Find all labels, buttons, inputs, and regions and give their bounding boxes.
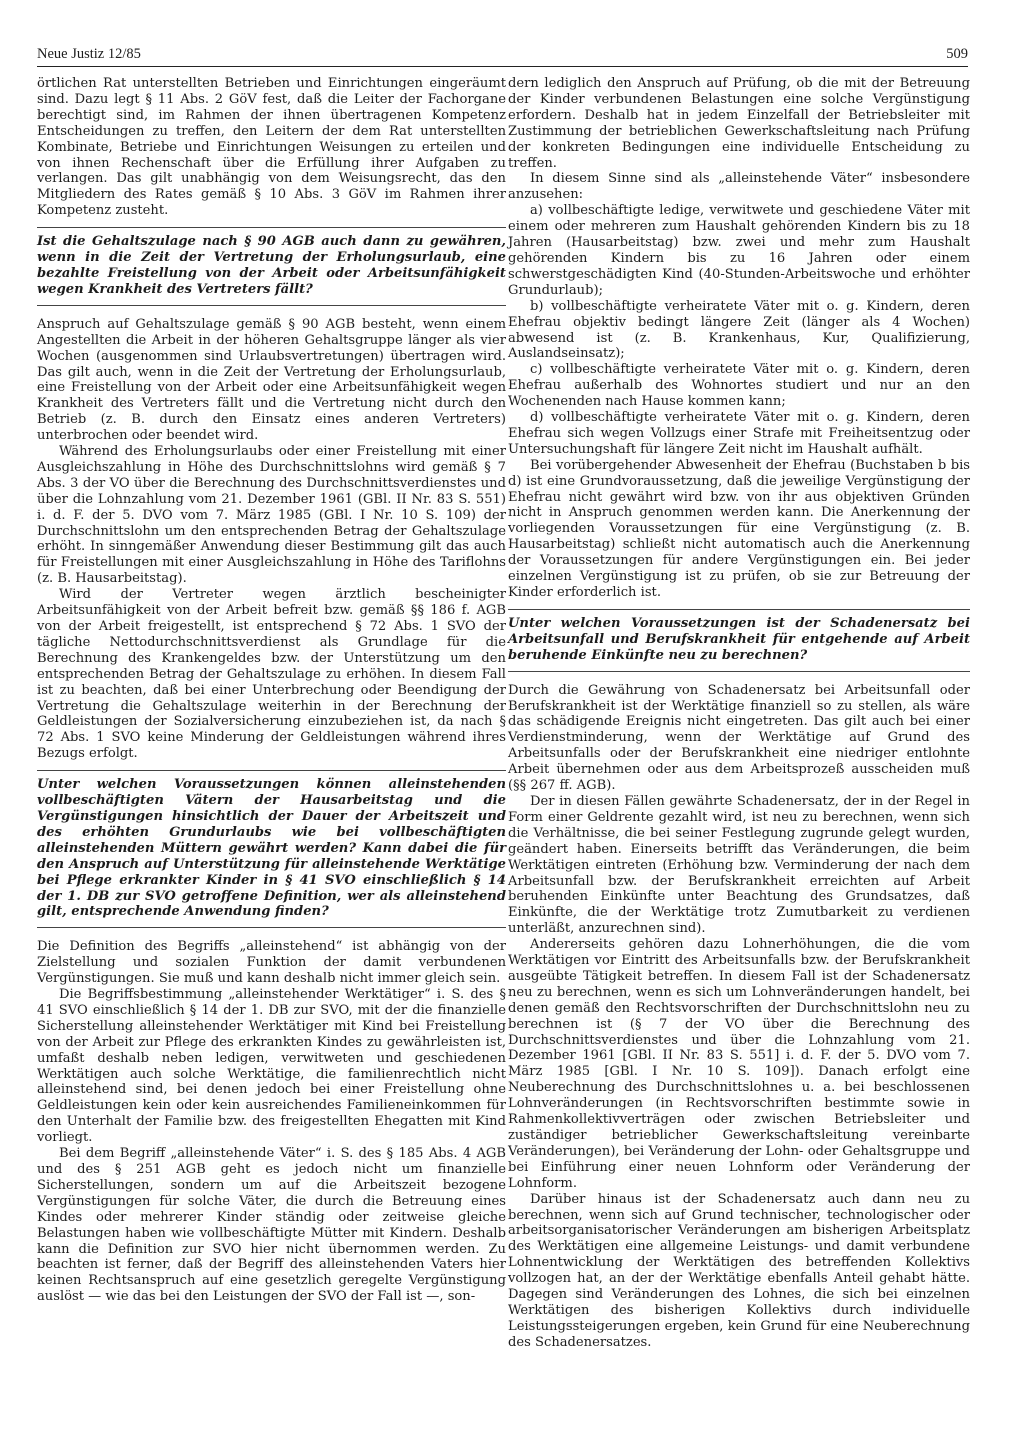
question-text: Unter welchen Voraussetzungen ist der Schadenersatz bei Arbeitsunfall und Berufskrankheit für entgehende auf Arbeit beruhende Einkünfte neu zu berechnen? <box>508 615 970 663</box>
paragraph: In diesem Sinne sind als „alleinstehende Väter“ insbesondere anzusehen: <box>508 171 970 203</box>
left-column <box>37 76 506 1305</box>
list-item-c: c) vollbeschäftigte verheiratete Väter mit o. g. Kindern, deren Ehefrau außerhalb des Wohnortes studiert und nur an den Wochenenden nach Hause kommen kann; <box>508 362 970 410</box>
list-item-a: a) vollbeschäftigte ledige, verwitwete und geschiedene Väter mit einem oder mehreren zum Haushalt gehörenden Kindern bis zu 18 Jahren (Hausarbeitstag) bzw. zwei und mehr zum Haushalt gehörenden Kindern bis zu 16 Jahren oder einem schwerstgeschädigten Kind (40-Stunden-Arbeitswoche und erhöhter Grundurlaub); <box>508 203 970 298</box>
paragraph: Darüber hinaus ist der Schadenersatz auch dann neu zu berechnen, wenn sich auf Grund technischer, technologischer oder arbeitsorganisatorischer Veränderungen am bisherigen Arbeitsplatz des Werktätigen eine allgemeine Leistungs- und damit verbundene Lohnentwicklung der Werktätigen des betreffenden Kollektivs vollzogen hat, an der der Werktätige ebenfalls Anteil gehabt hätte. Dagegen sind Veränderungen des Lohnes, die sich bei einzelnen Werktätigen des bisherigen Kollektivs durch individuelle Leistungssteigerungen ergeben, kein Grund für eine Neuberechnung des Schadenersatzes. <box>508 1191 970 1350</box>
page-number: 509 <box>946 46 968 62</box>
journal-title: Neue Justiz 12/85 <box>37 46 141 62</box>
list-item-b: b) vollbeschäftigte verheiratete Väter mit o. g. Kindern, deren Ehefrau objektiv bedingt längere Zeit (länger als 4 Wochen) abwesend ist (z. B. Krankenhaus, Kur, Qualifizierung, Auslandseinsatz); <box>508 298 970 362</box>
question-box <box>508 609 970 672</box>
question-box <box>37 770 506 928</box>
paragraph: Bei vorübergehender Abwesenheit der Ehefrau (Buchstaben b bis d) ist eine Grundvoraussetzung, daß die jeweilige Vergünstigung der Ehefrau nicht gewährt wird bzw. von ihr aus objektiven Gründen nicht in Anspruch genommen werden kann. Die Anerkennung der vorliegenden Voraussetzungen für eine Vergünstigung (z. B. Hausarbeitstag) schließt nicht automatisch auch die Anerkennung der Voraussetzungen für andere Vergünstigungen ein. Bei jeder einzelnen Vergünstigung ist zu prüfen, ob sie zur Betreuung der Kinder erforderlich ist. <box>508 457 970 600</box>
page-header <box>37 40 968 67</box>
paragraph: Die Begriffsbestimmung „alleinstehender Werktätiger“ i. S. des § 41 SVO einschließlich § 14 der 1. DB zur SVO, mit der die finanzielle Sicherstellung alleinstehender Werktätiger mit Kind bei Freistellung von der Arbeit zur Pflege des erkrankten Kindes zu gewährleisten ist, umfaßt deshalb neben ledigen, verwitweten und geschiedenen Werktätigen auch solche Werktätige, die familienrechtlich nicht alleinstehend sind, bei denen jedoch bei einer Freistellung ohne Geldleistungen kein oder kein ausreichendes Familieneinkommen für den Unterhalt der Familie bzw. des freigestellten Ehegatten mit Kind vorliegt. <box>37 987 506 1146</box>
paragraph: Der in diesen Fällen gewährte Schadenersatz, der in der Regel in Form einer Geldrente gezahlt wird, ist neu zu berechnen, wenn sich die Verhältnisse, die bei seiner Festlegung zugrunde gelegt wurden, geändert haben. Einerseits betrifft das Veränderungen, die beim Werktätigen eintreten (Erhöhung bzw. Verminderung der nach dem Arbeitsunfall bzw. der Berufskrankheit erreichten auf Arbeit beruhenden Einkünfte unter Beachtung des Grundsatzes, daß Einkünfte, die der Werktätige trotz Zumutbarkeit zu verdienen unterläßt, anzurechnen sind). <box>508 793 970 937</box>
paragraph: Anspruch auf Gehaltszulage gemäß § 90 AGB besteht, wenn einem Angestellten die Arbeit in der höheren Gehaltsgruppe länger als vier Wochen (ausgenommen sind Urlaubsvertretungen) übertragen wird. Das gilt auch, wenn in die Zeit der Vertretung der Erholungsurlaub, eine Freistellung von der Arbeit oder eine Arbeitsunfähigkeit wegen Krankheit des Vertreters fällt und die Vertretung nicht durch den Betrieb (z. B. durch den Einsatz eines anderen Vertreters) unterbrochen oder beendet wird. <box>37 316 506 444</box>
right-column <box>508 76 970 1351</box>
list-item-d: d) vollbeschäftigte verheiratete Väter mit o. g. Kindern, deren Ehefrau sich wegen Vollzugs einer Strafe mit Freiheitsentzug oder Untersuchungshaft für längere Zeit nicht im Haushalt aufhält. <box>508 410 970 457</box>
question-text: Ist die Gehaltszulage nach § 90 AGB auch dann zu gewähren, wenn in die Zeit der Vertretung der Erholungsurlaub, eine bezahlte Freistellung von der Arbeit oder Arbeitsunfähigkeit wegen Krankheit des Vertreters fällt? <box>37 234 506 297</box>
paragraph: örtlichen Rat unterstellten Betrieben und Einrichtungen eingeräumt sind. Dazu legt § 11 Abs. 2 GöV fest, daß die Leiter der Fachorgane berechtigt sind, im Rahmen der ihnen übertragenen Kompetenz Entscheidungen zu treffen, den Leitern der dem Rat unterstellten Kombinate, Betriebe und Einrichtungen Weisungen zu erteilen und von ihnen Rechenschaft über die Erfüllung ihrer Aufgaben zu verlangen. Das gilt unabhängig von dem Weisungsrecht, das den Mitgliedern des Rates gemäß § 10 Abs. 3 GöV im Rahmen ihrer Kompetenz zusteht. <box>37 76 506 219</box>
paragraph: dern lediglich den Anspruch auf Prüfung, ob die mit der Betreuung der Kinder verbundenen Belastungen eine solche Vergünstigung erfordern. Deshalb hat in jedem Einzelfall der Betriebsleiter mit Zustimmung der betrieblichen Gewerkschaftsleitung nach Prüfung der konkreten Bedingungen eine individuelle Entscheidung zu treffen. <box>508 76 970 171</box>
paragraph: Durch die Gewährung von Schadenersatz bei Arbeitsunfall oder Berufskrankheit ist der Werktätige finanziell so zu stellen, als wäre das schädigende Ereignis nicht eingetreten. Das gilt auch bei einer Verdienstminderung, wenn der Werktätige auf Grund des Arbeitsunfalls oder der Berufskrankheit eine niedriger entlohnte Arbeit übernehmen oder aus dem Arbeitsprozeß ausscheiden muß (§§ 267 ff. AGB). <box>508 682 970 794</box>
paragraph: Bei dem Begriff „alleinstehende Väter“ i. S. des § 185 Abs. 4 AGB und des § 251 AGB geht es jedoch nicht um finanzielle Sicherstellungen, sondern um auf die Arbeitszeit bezogene Vergünstigungen für solche Väter, die durch die Betreuung eines Kindes oder mehrerer Kinder ständig oder zeitweise gleiche Belastungen haben wie vollbeschäftigte Mütter mit Kindern. Deshalb kann die Definition zur SVO hier nicht übernommen werden. Zu beachten ist ferner, daß der Begriff des alleinstehenden Vaters hier keinen Rechtsanspruch auf eine gesetzlich geregelte Vergünstigung auslöst — wie das bei den Leistungen der SVO der Fall ist —, son- <box>37 1146 506 1305</box>
paragraph: Wird der Vertreter wegen ärztlich bescheinigter Arbeitsunfähigkeit von der Arbeit befreit bzw. gemäß §§ 186 f. AGB von der Arbeit freigestellt, ist entsprechend § 72 Abs. 1 SVO der tägliche Nettodurchschnittsverdienst als Grundlage für die Berechnung des Krankengeldes bzw. der Unterstützung um den entsprechenden Betrag der Gehaltszulage zu erhöhen. In diesem Fall ist zu beachten, daß bei einer Unterbrechung oder Beendigung der Vertretung die Gehaltszulage weiterhin in der Berechnung der Geldleistungen der Sozialversicherung einzubeziehen ist, da nach § 72 Abs. 1 SVO keine Minderung der Geldleistungen während ihres Bezugs erfolgt. <box>37 587 506 762</box>
paragraph: Während des Erholungsurlaubs oder einer Freistellung mit einer Ausgleichszahlung in Höhe des Durchschnittslohns wird gemäß § 7 Abs. 3 der VO über die Berechnung des Durchschnittsverdienstes und über die Lohnzahlung vom 21. Dezember 1961 (GBl. II Nr. 83 S. 551) i. d. F. der 5. DVO vom 7. März 1985 (GBl. I Nr. 10 S. 109) der Durchschnittslohn um den entsprechenden Betrag der Gehaltszulage erhöht. In sinngemäßer Anwendung dieser Bestimmung gilt das auch für Freistellungen mit einer Ausgleichszahlung in Höhe des Tariflohns (z. B. Hausarbeitstag). <box>37 444 506 587</box>
question-box <box>37 227 506 306</box>
paragraph: Andererseits gehören dazu Lohnerhöhungen, die die vom Werktätigen vor Eintritt des Arbeitsunfalls bzw. der Berufskrankheit ausgeübte Tätigkeit betreffen. In diesem Fall ist der Schadenersatz neu zu berechnen, wenn es sich um Lohnveränderungen handelt, bei denen gemäß den Rechtsvorschriften der Durchschnittslohn neu zu berechnen ist (§ 7 der VO über die Berechnung des Durchschnittsverdienstes und über die Lohnzahlung vom 21. Dezember 1961 [GBl. II Nr. 83 S. 551] i. d. F. der 5. DVO vom 7. März 1985 [GBl. I Nr. 10 S. 109]). Danach erfolgt eine Neuberechnung des Durchschnittslohnes u. a. bei beschlossenen Lohnveränderungen (in Rechtsvorschriften bestimmte sowie in Rahmenkollektivverträgen oder zwischen Betriebsleiter und zuständiger betrieblicher Gewerkschaftsleitung vereinbarte Veränderungen), bei Veränderung der Lohn- oder Gehaltsgruppe und bei Einführung einer neuen Lohnform oder Veränderung der Lohnform. <box>508 937 970 1191</box>
question-text: Unter welchen Voraussetzungen können alleinstehenden vollbeschäftigten Vätern der Hausarbeitstag und die Vergünstigungen hinsichtlich der Dauer der Arbeitszeit und des erhöhten Grundurlaubs wie bei vollbeschäftigten alleinstehenden Müttern gewährt werden? Kann dabei die für den Anspruch auf Unterstützung für alleinstehende Werktätige bei Pflege erkrankter Kinder in § 41 SVO einschließlich § 14 der 1. DB zur SVO getroffene Definition, wer als alleinstehend gilt, entsprechende Anwendung finden? <box>37 777 506 920</box>
paragraph: Die Definition des Begriffs „alleinstehend“ ist abhängig von der Zielstellung und sozialen Funktion der damit verbundenen Vergünstigungen. Sie muß und kann deshalb nicht immer gleich sein. <box>37 939 506 987</box>
